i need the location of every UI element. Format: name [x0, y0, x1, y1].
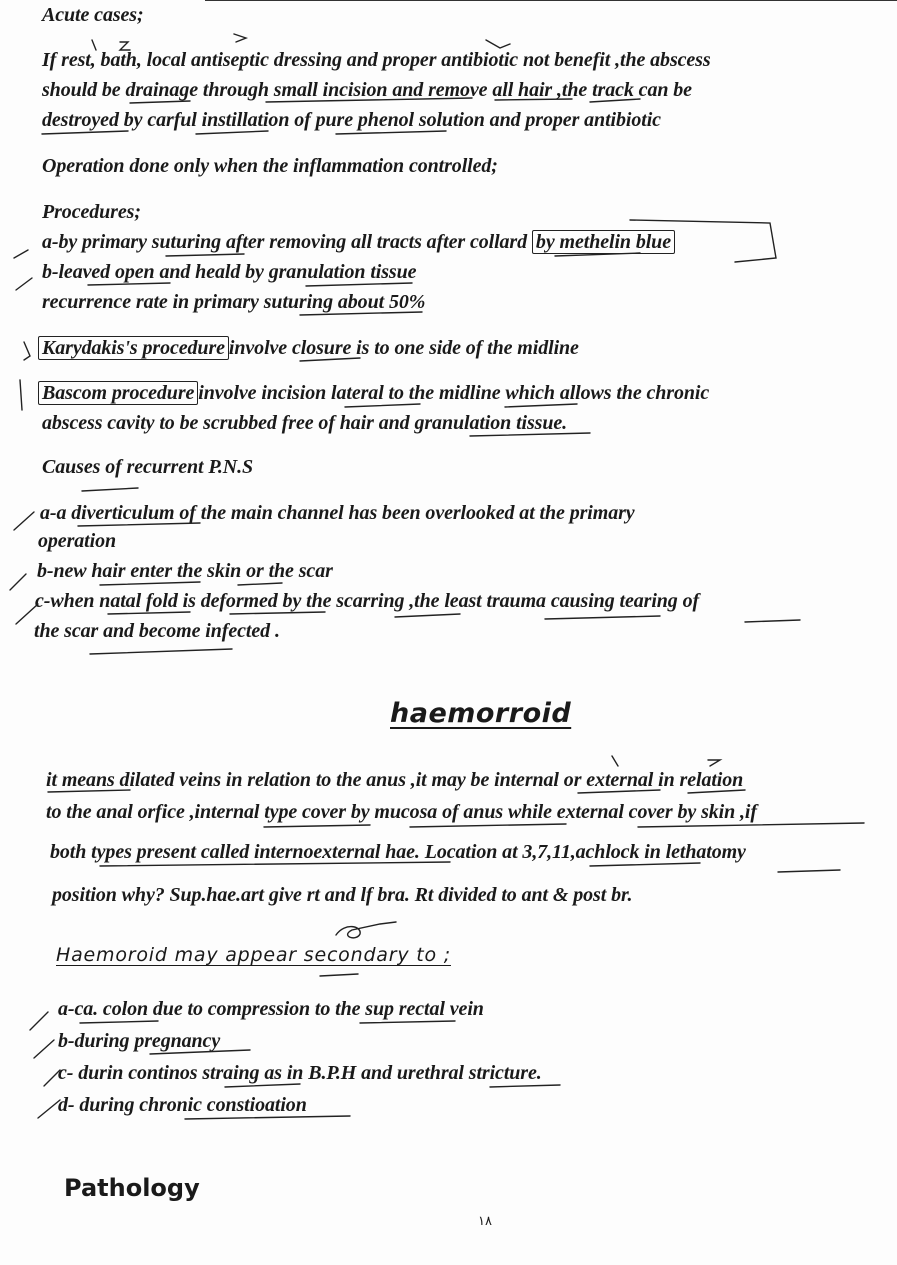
- underline-mark: [48, 790, 130, 792]
- underline-mark: [470, 433, 590, 436]
- underline-mark: [90, 649, 232, 654]
- underline-mark: [300, 312, 422, 315]
- tick-mark: [16, 604, 38, 624]
- tick-mark: [30, 1012, 48, 1030]
- underline-mark: [100, 862, 450, 866]
- section-title: haemorroid: [390, 698, 572, 729]
- bascom-line-2: abscess cavity to be scrubbed free of hair and granulation tissue.: [42, 412, 568, 434]
- number-marks: [92, 34, 246, 50]
- underline-mark: [495, 99, 572, 100]
- definition-line: to the anal orfice ,internal type cover by mucosa of anus while external cover by skin ,if: [46, 801, 757, 823]
- underline-mark: [82, 488, 138, 491]
- underline-mark: [688, 790, 745, 793]
- causes-heading: Causes of recurrent P.N.S: [42, 456, 254, 478]
- underline-mark: [108, 612, 190, 614]
- tick-mark: [38, 1100, 60, 1118]
- underline-mark: [555, 253, 640, 256]
- underline-mark: [578, 790, 660, 793]
- paragraph-line: destroyed by carful instillation of pure phenol solution and proper antibiotic: [42, 109, 661, 131]
- procedure-item-b: b-leaved open and heald by granulation tissue: [42, 261, 417, 283]
- underline-mark: [130, 101, 190, 103]
- tick-mark: [10, 574, 26, 590]
- secondary-item-b: b-during pregnancy: [58, 1030, 221, 1052]
- underline-mark: [320, 974, 358, 976]
- underline-mark: [166, 254, 244, 256]
- tick-mark: [14, 512, 34, 530]
- tick-mark: [44, 1070, 60, 1086]
- underline-mark: [590, 863, 700, 866]
- number-marks: [486, 40, 720, 766]
- underline-mark: [306, 283, 412, 286]
- bracket-mark: [24, 342, 30, 360]
- underline-mark: [490, 1085, 560, 1087]
- cause-item-a: a-a diverticulum of the main channel has been overlooked at the primary: [40, 502, 635, 524]
- underline-mark: [225, 1084, 300, 1087]
- bracket-mark: [20, 380, 22, 410]
- underline-mark: [266, 98, 472, 102]
- procedures-heading: Procedures;: [42, 201, 141, 223]
- cause-item-a-cont: operation: [38, 530, 116, 552]
- tick-mark: [16, 278, 32, 290]
- underline-mark: [150, 1050, 250, 1054]
- tick-mark: [14, 250, 28, 258]
- underline-mark: [100, 582, 200, 585]
- recurrence-line: recurrence rate in primary suturing about 50%: [42, 291, 426, 313]
- underline-mark: [78, 523, 200, 526]
- underline-mark: [545, 616, 660, 619]
- underline-mark: [336, 131, 446, 134]
- underline-mark: [196, 131, 268, 134]
- boxed-annotation: Bascom procedure: [38, 381, 198, 405]
- underline-mark: [264, 825, 370, 827]
- cause-item-b: b-new hair enter the skin or the scar: [37, 560, 333, 582]
- underline-mark: [590, 99, 640, 102]
- underline-mark: [345, 404, 420, 407]
- karydakis-text: involve closure is to one side of the midline: [228, 337, 579, 359]
- underline-mark: [638, 823, 864, 827]
- boxed-annotation: by methelin blue: [532, 230, 675, 254]
- underline-mark: [360, 1021, 455, 1023]
- cause-item-c-cont: the scar and become infected .: [34, 620, 280, 642]
- underline-mark: [238, 583, 282, 585]
- underline-mark: [42, 131, 128, 134]
- boxed-annotation: Karydakis's procedure: [38, 336, 229, 360]
- procedure-a-text: a-by primary suturing after removing all tracts after collard: [42, 231, 532, 253]
- underline-mark: [230, 612, 325, 614]
- definition-line: both types present called internoexternal hae. Location at 3,7,11,achlock in lethatomy: [50, 841, 746, 863]
- underline-mark: [778, 870, 840, 872]
- underline-mark: [410, 824, 566, 827]
- paragraph-line: If rest, bath, local antiseptic dressing and proper antibiotic not benefit ,the abscess: [42, 49, 711, 71]
- acute-cases-heading: Acute cases;: [42, 4, 144, 26]
- secondary-item-c: c- durin continos straing as in B.P.H and urethral stricture.: [58, 1062, 542, 1084]
- paragraph-line: should be drainage through small incision and remove all hair ,the track can be: [42, 79, 692, 101]
- definition-line: it means dilated veins in relation to the anus ,it may be internal or external in relation: [46, 769, 744, 791]
- underline-mark: [745, 620, 800, 622]
- underline-mark: [395, 614, 460, 617]
- cause-item-c: c-when natal fold is deformed by the scarring ,the least trauma causing tearing of: [35, 590, 700, 612]
- underline-mark: [88, 283, 170, 285]
- secondary-item-a: a-ca. colon due to compression to the sup rectal vein: [58, 998, 484, 1020]
- underline-mark: [80, 1021, 158, 1023]
- page-number: ١٨: [478, 1214, 492, 1229]
- definition-line: position why? Sup.hae.art give rt and lf bra. Rt divided to ant & post br.: [52, 884, 633, 906]
- secondary-heading: Haemoroid may appear secondary to ;: [56, 944, 451, 966]
- tick-mark: [34, 1040, 54, 1058]
- pathology-heading: Pathology: [64, 1174, 200, 1202]
- secondary-item-d: d- during chronic constioation: [58, 1094, 307, 1116]
- underline-mark: [185, 1116, 350, 1119]
- underline-mark: [505, 404, 577, 407]
- bascom-text: involve incision lateral to the midline which allows the chronic: [198, 382, 710, 404]
- box-mark: [630, 220, 776, 262]
- scribble-mark: [336, 922, 396, 938]
- underline-mark: [300, 358, 360, 361]
- operation-line: Operation done only when the inflammation controlled;: [42, 155, 498, 177]
